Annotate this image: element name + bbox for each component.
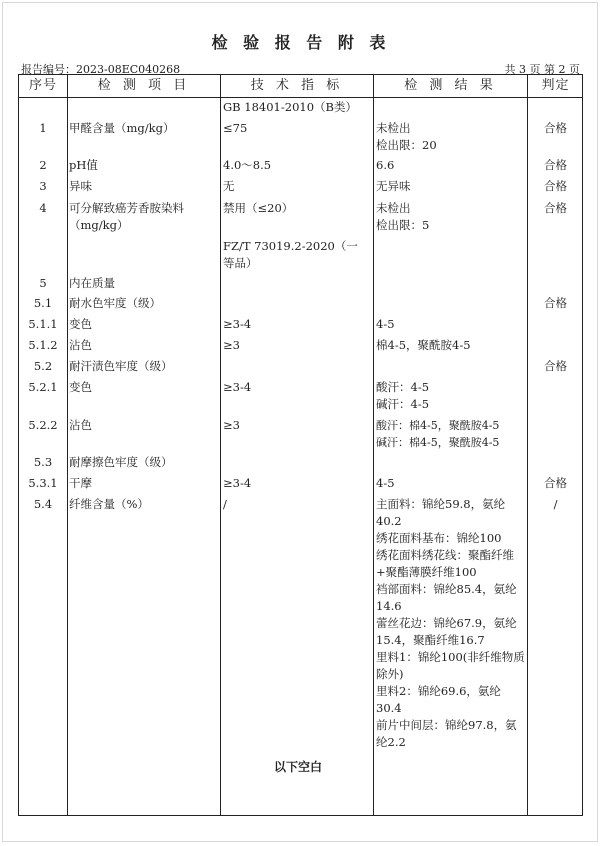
test-result: 酸汗：棉4-5，聚酰胺4-5 碱汗：棉4-5，聚酰胺4-5: [376, 419, 500, 449]
test-result: 酸汗：4-5 碱汗：4-5: [376, 380, 430, 411]
column-divider: [373, 75, 374, 815]
test-item: 纤维含量（%）: [69, 497, 149, 511]
row-number: 4: [39, 201, 47, 215]
judgement: 合格: [544, 359, 567, 373]
technical-spec: ≤75: [223, 121, 248, 135]
judgement: /: [553, 497, 558, 511]
judgement: 合格: [544, 158, 567, 172]
test-item: 变色: [69, 317, 92, 331]
technical-spec: 4.0～8.5: [223, 158, 272, 172]
row-number: 5.1: [33, 296, 53, 310]
technical-spec: ≥3-4: [223, 476, 252, 490]
row-number: 5.2.1: [28, 380, 58, 394]
row-number: 3: [39, 179, 47, 193]
appendix-table: [18, 74, 583, 816]
header-spec: 技 术 指 标: [250, 78, 344, 93]
test-item: 可分解致癌芳香胺染料（mg/kg）: [69, 201, 184, 232]
standard-label: FZ/T 73019.2-2020（一等品）: [223, 239, 358, 270]
test-result: 6.6: [376, 158, 395, 172]
fiber-content-result: 主面料：锦纶59.8，氨纶40.2 绣花面料基布：锦纶100 绣花面料绣花线：聚酯纤维+聚酯薄膜纤维100 裆部面料：锦纶85.4，氨纶14.6 蕾丝花边：锦纶67.9，氨纶15.4，聚酯纤维16.7 里料1：锦纶100(非纤维物质除外) 里料2：锦纶69.6，氨纶30.4 前片中间层：锦纶97.8，氨纶2.2: [376, 497, 525, 749]
technical-spec: /: [223, 497, 227, 511]
technical-spec: ≥3-4: [223, 380, 252, 394]
test-item: 异味: [69, 179, 92, 193]
blank-below-note: 以下空白: [273, 760, 322, 774]
test-result: 棉4-5，聚酰胺4-5: [376, 338, 471, 352]
header-item: 检 测 项 目: [97, 78, 191, 93]
test-item: 耐汗渍色牢度（级）: [69, 359, 173, 373]
row-number: 5.4: [33, 497, 53, 511]
test-item: 沾色: [69, 418, 92, 432]
test-item: 甲醛含量（mg/kg）: [69, 121, 175, 135]
row-number: 5.2.2: [28, 418, 58, 432]
row-number: 5.1.1: [28, 317, 58, 331]
test-item: pH值: [69, 158, 98, 172]
test-result: 无异味: [376, 179, 411, 193]
row-number: 2: [39, 158, 47, 172]
test-item: 沾色: [69, 338, 92, 352]
judgement: 合格: [544, 296, 567, 310]
technical-spec: 无: [223, 179, 235, 193]
row-number: 5.1.2: [28, 338, 58, 352]
judgement: 合格: [544, 201, 567, 215]
row-number: 5.2: [33, 359, 53, 373]
test-result: 4-5: [376, 317, 395, 331]
test-result: 未检出 检出限：20: [376, 121, 437, 152]
row-number: 5: [39, 276, 47, 290]
judgement: 合格: [544, 121, 567, 135]
row-number: 5.3.1: [28, 476, 58, 490]
test-item: 变色: [69, 380, 92, 394]
test-item: 干摩: [69, 476, 92, 490]
header-result: 检 测 结 果: [404, 78, 497, 93]
page-indicator: 共 3 页 第 2 页: [504, 63, 580, 76]
test-item: 耐水色牢度（级）: [69, 296, 161, 310]
column-divider: [67, 75, 68, 815]
test-result: 未检出 检出限：5: [376, 201, 430, 232]
judgement: 合格: [544, 179, 567, 193]
header-judge: 判定: [541, 78, 570, 93]
technical-spec: ≥3-4: [223, 317, 252, 331]
standard-label: GB 18401-2010（B类）: [223, 100, 357, 114]
report-number: 报告编号：2023-08EC040268: [21, 63, 181, 76]
test-item: 耐摩擦色牢度（级）: [69, 455, 173, 469]
test-result: 4-5: [376, 476, 395, 490]
technical-spec: ≥3: [223, 338, 240, 352]
header-no: 序号: [28, 78, 57, 93]
judgement: 合格: [544, 476, 567, 490]
column-divider: [220, 75, 221, 815]
technical-spec: ≥3: [223, 418, 240, 432]
report-title: 检 验 报 告 附 表: [211, 33, 391, 52]
header-divider: [19, 97, 582, 98]
test-item: 内在质量: [69, 276, 115, 290]
row-number: 5.3: [33, 455, 53, 469]
technical-spec: 禁用（≤20）: [223, 201, 294, 215]
row-number: 1: [39, 121, 47, 135]
